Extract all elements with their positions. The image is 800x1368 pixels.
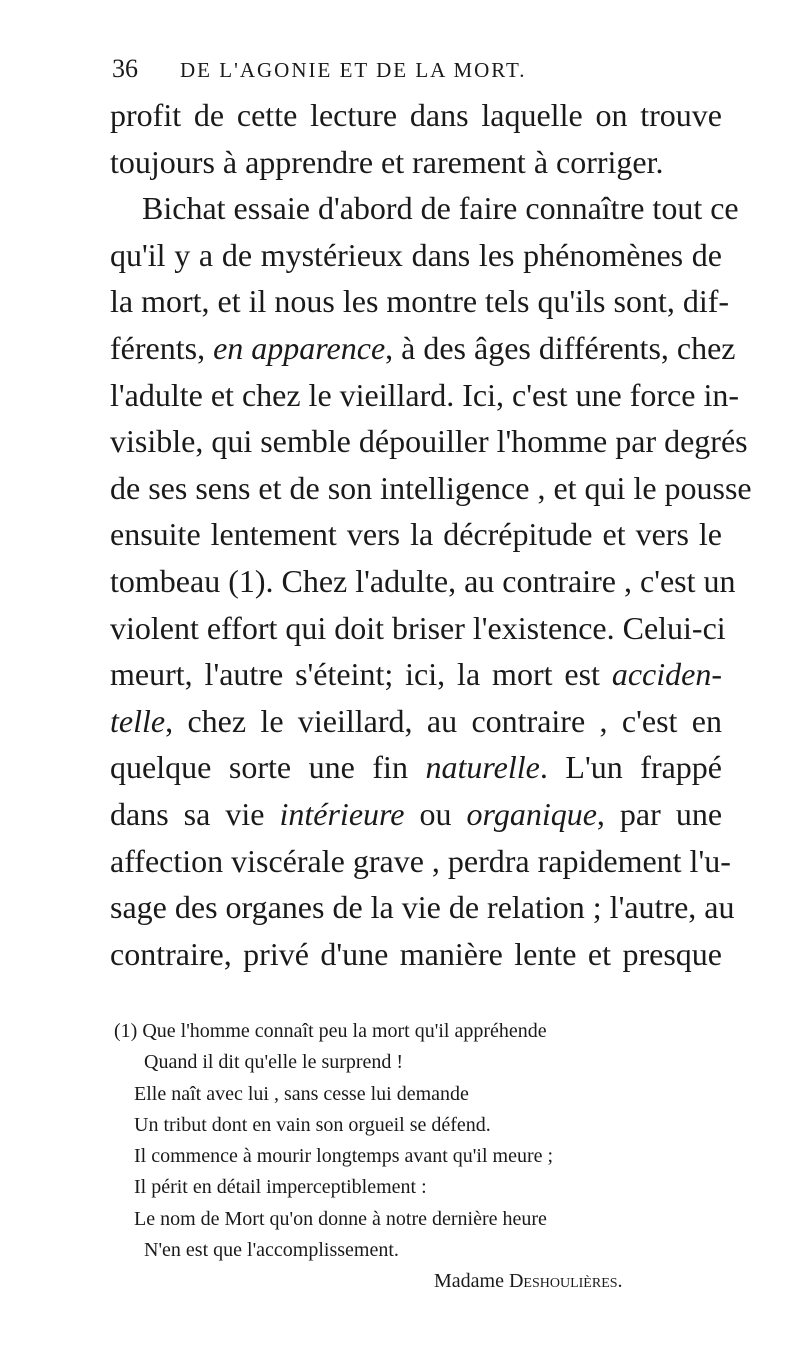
italic-run: acciden-	[611, 656, 722, 693]
footnote-line: (1) Que l'homme connaît peu la mort qu'il appréhende	[114, 1020, 547, 1042]
italic-run: organique	[466, 795, 597, 832]
italic-run: intérieure	[279, 795, 405, 832]
footnote-line: Le nom de Mort qu'on donne à notre dernière heure	[134, 1207, 547, 1230]
text-run: férents,	[110, 329, 214, 366]
text-line	[110, 698, 722, 745]
text-line: qu'il y a de mystérieux dans les phénomènes de	[110, 236, 722, 273]
page-number: 36	[112, 54, 138, 83]
text-line: ensuite lentement vers la décrépitude et vers le	[110, 516, 722, 553]
text-run: dans sa vie	[110, 795, 280, 832]
text-line: profit de cette lecture dans laquelle on trouve	[110, 97, 722, 133]
text-run: , chez le vieillard, au contraire , c'est en	[165, 702, 722, 739]
text-line: tombeau (1). Chez l'adulte, au contraire , c'est un	[110, 562, 736, 599]
italic-run: naturelle	[425, 749, 540, 786]
text-line: de ses sens et de son intelligence , et qui le pousse	[110, 469, 752, 506]
italic-run: en apparence	[213, 329, 386, 366]
signature-title: Madame	[434, 1270, 509, 1293]
text-line: l'adulte et chez le vieillard. Ici, c'est une force in-	[110, 376, 739, 413]
signature-name: Deshoulières.	[508, 1270, 623, 1293]
text-line: la mort, et il nous les montre tels qu'ils sont, dif-	[110, 283, 730, 320]
text-run: , à des âges différents, chez	[385, 329, 736, 366]
page-header	[112, 52, 712, 86]
running-head: DE L'AGONIE ET DE LA MORT.	[180, 58, 527, 82]
footnote-line: Il commence à mourir longtemps avant qu'il meure ;	[134, 1145, 554, 1168]
text-line: affection viscérale grave , perdra rapidement l'u-	[110, 842, 731, 879]
text-line	[110, 744, 722, 791]
footnote-signature	[110, 1266, 722, 1297]
italic-run: telle	[110, 702, 166, 739]
footnote-line: Il périt en détail imperceptiblement :	[134, 1176, 427, 1199]
footnote-line: Quand il dit qu'elle le surprend !	[144, 1051, 404, 1074]
text-run: meurt, l'autre s'éteint; ici, la mort est	[110, 656, 612, 693]
text-line: Bichat essaie d'abord de faire connaître tout ce	[142, 190, 739, 227]
text-run: quelque sorte une fin	[110, 749, 426, 786]
text-line: sage des organes de la vie de relation ; l'autre, au	[110, 889, 735, 926]
text-line	[110, 325, 736, 372]
text-line: toujours à apprendre et rarement à corriger.	[110, 143, 664, 180]
text-run: . L'un frappé	[539, 749, 722, 786]
text-line: contraire, privé d'une manière lente et presque	[110, 935, 722, 972]
text-line	[110, 651, 722, 698]
text-line: visible, qui semble dépouiller l'homme par degrés	[110, 423, 748, 460]
footnote-line: Un tribut dont en vain son orgueil se défend.	[134, 1113, 491, 1136]
main-text	[110, 92, 752, 977]
footnote-line: N'en est que l'accomplissement.	[144, 1239, 399, 1262]
footnote-line: Elle naît avec lui , sans cesse lui demande	[134, 1082, 469, 1105]
text-line	[110, 791, 722, 838]
text-run: , par une	[596, 795, 723, 832]
text-line: violent effort qui doit briser l'existence. Celui-ci	[110, 609, 726, 646]
text-run: ou	[404, 795, 467, 832]
footnote	[110, 1016, 722, 1298]
